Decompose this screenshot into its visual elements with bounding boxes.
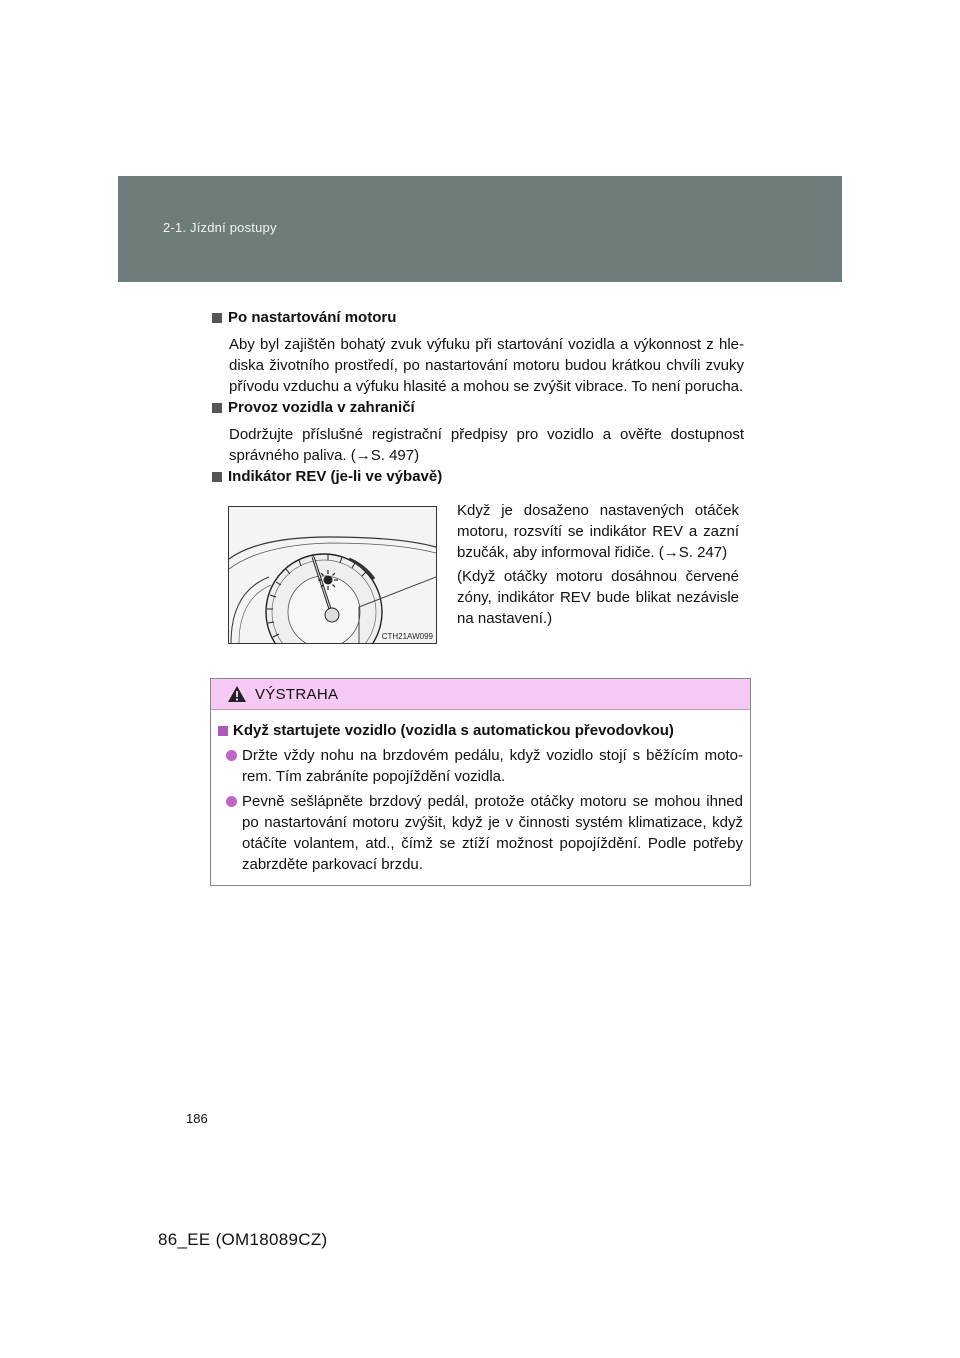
square-bullet-icon [212,403,222,413]
warning-heading: Když startujete vozidlo (vozidla s automatickou převodovkou) [233,722,674,739]
warning-item [225,745,743,787]
section-heading: Provoz vozidla v zahraničí [228,399,415,416]
section-abroad [212,398,744,466]
tachometer-illustration [228,506,437,644]
warning-item [225,791,743,875]
page-number: 186 [186,1111,208,1126]
document-code: 86_EE (OM18089CZ) [158,1230,328,1249]
warning-item-text: Držte vždy nohu na brzdovém pedálu, když vozidlo stojí s běžícím motorem. Tím zabráníte popojíždění vozidla. [242,747,743,785]
square-bullet-icon [212,313,222,323]
square-bullet-icon [212,472,222,482]
section-heading: Indikátor REV (je-li ve výbavě) [228,468,443,485]
circle-bullet-icon [226,796,237,807]
tachometer-drawing [229,507,436,643]
figure-code: CTH21AW099 [381,632,433,641]
section-engine-start [212,308,744,397]
section-rev [212,467,744,487]
warning-item-text: Pevně sešlápněte brzdový pedál, protože otáčky motoru se mohou ihned po nastartování motoru zvýšit, když je v činnosti systém klimatizace, když otáčíte volantem, atd., čímž se ztíží možnost popojíždění. Podle potřeby zabrzděte parkovací brzdu. [242,793,743,873]
section-label: 2-1. Jízdní postupy [163,220,277,235]
warning-header [211,679,750,710]
section-text: Dodržujte příslušné registrační předpisy pro vozidlo a ověřte dostupnost správného paliva. (→S. 497) [229,426,744,464]
warning-title: VÝSTRAHA [255,685,339,703]
warning-box [210,678,751,886]
section-heading: Po nastartování motoru [228,309,397,326]
section-text: Aby byl zajištěn bohatý zvuk výfuku při startování vozidla a výkonnost z hlediska životního prostředí, po nastartování motoru budou krátkou chvíli zvuky přívodu vzduchu a výfuku hlasité a mohou se zvýšit vibrace. To není porucha. [229,336,744,395]
circle-bullet-icon [226,750,237,761]
rev-note: (Když otáčky motoru dosáhnou červené zóny, indikátor REV bude blikat nezávisle na nastavení.) [457,568,739,627]
square-bullet-icon [218,726,228,736]
warning-triangle-icon [227,685,247,703]
rev-description: Když je dosaženo nastavených otáček motoru, rozsvítí se indikátor REV a zazní bzučák, aby informoval řidiče. (→S. 247) [457,502,739,561]
